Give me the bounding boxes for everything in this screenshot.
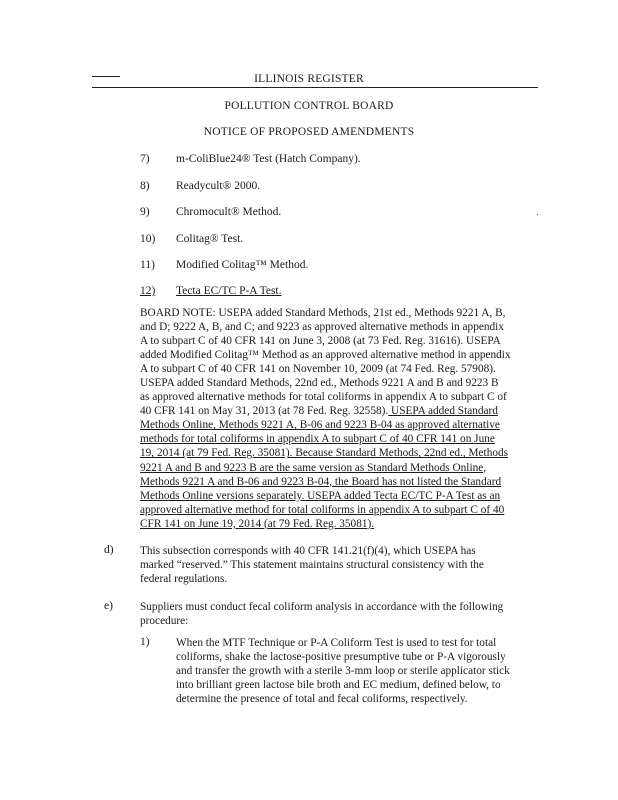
added-text-start: USEPA added Standard <box>388 405 498 418</box>
subitem-1-mark: 1) <box>140 636 150 648</box>
section-d-mark: d) <box>104 544 114 556</box>
register-title: ILLINOIS REGISTER <box>254 73 364 85</box>
board-note: BOARD NOTE: USEPA added Standard Methods, 21st ed., Methods 9221 A, B, and D; 9222 A, B, and C; and 9223 as approved alternative methods in appendix A to subpart C of 40 CFR 141 on June 3, 2008 (at 73 Fed. Reg. 31616). USEPA added Modified Colitag™ Method as an approved alternative method in appendix A to subpart C of 40 CFR 141 on November 10, 2009 (at 74 Fed. Reg. 57908). USEPA added Standard Methods, 22nd ed., Methods 9221 A and B and 9223 B as approved alternative methods for total coliforms in appendix A to subpart C of 40 CFR 141 on May 31, 2013 (at 78 Fed. Reg. 32558). USEPA added Standard Methods Online, Methods 9221 A, B-06 and 9223 B-04 as approved alternative methods for total coliforms in appendix A to subpart C of 40 CFR 141 on June 19, 2014 (at 79 Fed. Reg. 35081). Because Standard Methods, 22nd ed., Methods 9221 A and B and 9223 B are the same version as Standard Methods Online, Methods 9221 A and B-06 and 9223 B-04, the Board has not listed the Standard Methods Online versions separately. USEPA added Tecta EC/TC P-A Test as an approved alternative method for total coliforms in appendix A to subpart C of 40 CFR 141 on June 19, 2014 (at 79 Fed. Reg. 35081). <box>140 307 511 530</box>
board-title: POLLUTION CONTROL BOARD <box>224 100 394 112</box>
subitem-1-text: When the MTF Technique or P-A Coliform Test is used to test for total coliforms, shake the lactose-positive presumptive tube or P-A vigorously and transfer the growth with a sterile 3-mm loop or sterile applicator stick into brilliant green lactose bile broth and EC medium, defined below, to determine the presence of total and fecal coliforms, respectively. <box>176 637 510 706</box>
document-page: ILLINOIS REGISTER POLLUTION CONTROL BOARD NOTICE OF PROPOSED AMENDMENTS 7) m-ColiBlue24® Test (Hatch Company). 8) Readycult® 2000. 9) Chromocult® Method. 10) Colitag® Test. 11) Modified Colitag™ Method. 12) Tecta EC/TC P-A Test. BOARD NOTE: USEPA added Standard Methods, 21st ed., Methods 9221 A, B, and D; 9222 A, B, and C; and 9223 as approved alternative methods in appendix A to subpart C of 40 CFR 141 on June 3, 2008 (at 73 Fed. Reg. 31616). USEPA added Modified Colitag™ Method as an approved alternative method in appendix A to subpart C of 40 CFR 141 on November 10, 2009 (at 74 Fed. Reg. 57908). USEPA added Standard Methods, 22nd ed., Methods 9221 A and B and 9223 B as approved alternative methods for total coliforms in appendix A to subpart C of 40 CFR 141 on May 31, 2013 (at 78 Fed. Reg. 32558). USEPA added Standard Methods Online, Methods 9221 A, B-06 and 9223 B-04 as approved alternative methods for total coliforms in appendix A to subpart C of 40 CFR 141 on June 19, 2014 (at 79 Fed. Reg. 35081). Because Standard Methods, 22nd ed., Methods 9221 A and B and 9223 B are the same version as Standard Methods Online, Methods 9221 A and B-06 and 9223 B-04, the Board has not listed the Standard Methods Online versions separately. USEPA added Tecta EC/TC P-A Test as an approved alternative method for total coliforms in appendix A to subpart C of 40 CFR 141 on June 19, 2014 (at 79 Fed. Reg. 35081). d) This subsection corresponds with 40 CFR 141.21(f)(4), which USEPA has marked “reserved.” This statement maintains structural consistency with the federal regulations. e) Suppliers must conduct fecal coliform analysis in accordance with the following procedure: 1) When the MTF Technique or P-A Coliform Test is used to test for total coliforms, shake the lactose-positive presumptive tube or P-A vigorously and transfer the growth with a sterile 3-mm loop or sterile applicator stick into brilliant green lactose bile broth and EC medium, defined below, to determine the presence of total and fecal coliforms, respectively. <box>0 0 618 800</box>
section-d-text: This subsection corresponds with 40 CFR 141.21(f)(4), which USEPA has marked “reserved.” This statement maintains structural consistency with the federal regulations. <box>140 545 484 586</box>
section-e-text: Suppliers must conduct fecal coliform analysis in accordance with the following procedure: <box>140 601 504 628</box>
notice-title: NOTICE OF PROPOSED AMENDMENTS <box>203 126 415 138</box>
scan-speck <box>537 214 538 215</box>
section-e-mark: e) <box>104 600 113 612</box>
header-rule <box>92 87 538 88</box>
